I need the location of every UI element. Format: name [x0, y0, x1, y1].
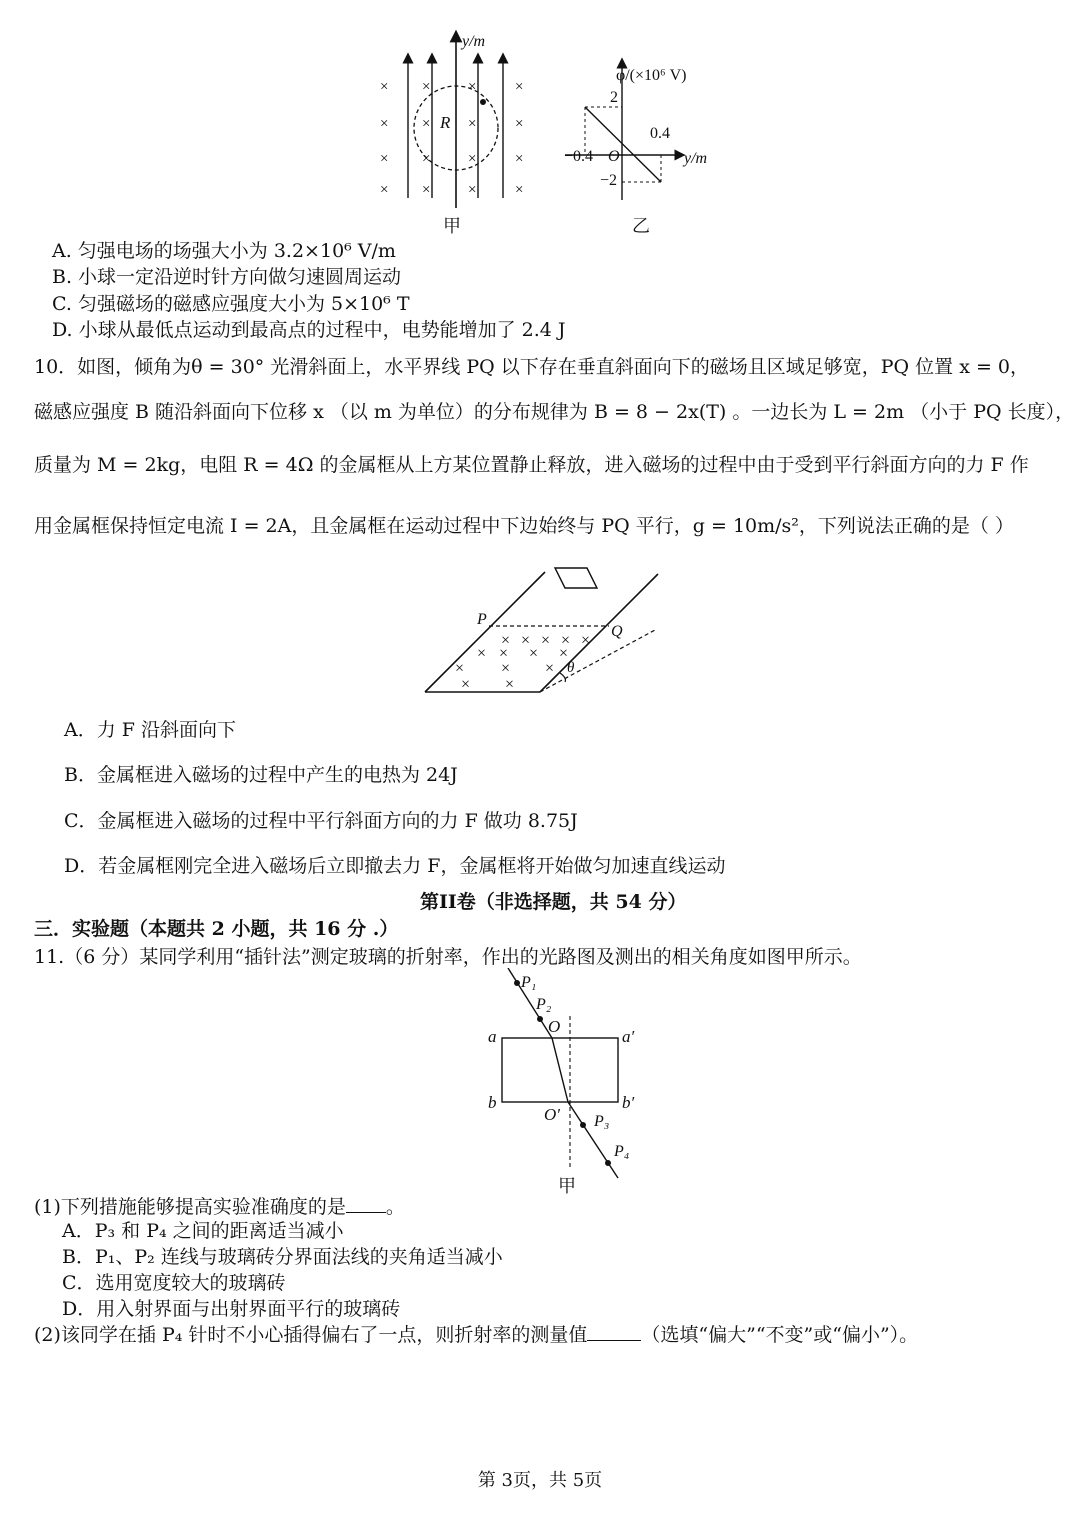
label-b-prime: b′ — [622, 1093, 635, 1112]
svg-text:×: × — [455, 660, 465, 677]
q11-sub1-option-b: B．P₁、P₂ 连线与玻璃砖分界面法线的夹角适当减小 — [62, 1246, 503, 1268]
svg-text:×: × — [559, 645, 569, 662]
svg-text:×: × — [529, 645, 539, 662]
svg-text:×: × — [501, 632, 511, 649]
svg-text:×: × — [501, 660, 511, 677]
svg-text:×: × — [380, 79, 389, 95]
part2-title: 第II卷（非选择题，共 54 分） — [420, 891, 687, 913]
svg-text:×: × — [515, 116, 524, 132]
label-b: b — [488, 1093, 497, 1112]
x-axis-label: y/m — [684, 150, 708, 167]
label-Q: Q — [611, 623, 623, 640]
svg-text:×: × — [468, 182, 477, 198]
label-a-prime: a′ — [622, 1027, 635, 1046]
figure-caption: 甲 — [443, 216, 461, 236]
svg-text:×: × — [468, 116, 477, 132]
q10-option-c: C．金属框进入磁场的过程中平行斜面方向的力 F 做功 8.75J — [64, 810, 578, 832]
svg-text:×: × — [515, 79, 524, 95]
svg-text:×: × — [581, 632, 591, 649]
figure-refraction — [480, 968, 650, 1198]
svg-text:×: × — [515, 182, 524, 198]
q9-option-b: B. 小球一定沿逆时针方向做匀速圆周运动 — [52, 266, 402, 288]
svg-text:×: × — [515, 151, 524, 167]
q11-sub1-option-c: C．选用宽度较大的玻璃砖 — [62, 1272, 286, 1294]
y-axis-label: φ/(×10⁶ V) — [616, 67, 687, 84]
q10-option-b: B．金属框进入磁场的过程中产生的电热为 24J — [64, 764, 458, 786]
label-P: P — [477, 611, 487, 628]
q11-sub1-end: 。 — [385, 1196, 405, 1218]
page-footer: 第 3页，共 5页 — [477, 1470, 603, 1491]
q10-stem-line2: 磁感应强度 B 随沿斜面向下位移 x （以 m 为单位）的分布规律为 B = 8 − 2x(T) 。一边长为 L = 2m （小于 PQ 长度）， — [34, 401, 1075, 423]
section3-title: 三．实验题（本题共 2 小题，共 16 分 .） — [34, 918, 399, 940]
q11-sub1-text: (1)下列措施能够提高实验准确度的是 — [34, 1196, 346, 1218]
label-theta: θ — [567, 660, 575, 676]
svg-text:×: × — [468, 79, 477, 95]
svg-text:×: × — [541, 632, 551, 649]
svg-text:×: × — [422, 151, 431, 167]
pin-P4 — [605, 1160, 611, 1166]
pin-P2 — [537, 1016, 543, 1022]
magnetic-crosses — [380, 79, 523, 198]
svg-text:×: × — [545, 660, 555, 677]
q11-sub1 — [34, 1195, 405, 1219]
figure-yi-potential — [560, 55, 740, 240]
tick-neg-0.4: −0.4 — [564, 148, 594, 165]
q10-stem-line1: 10．如图，倾角为θ = 30° 光滑斜面上，水平界线 PQ 以下存在垂直斜面向下的磁场且区域足够宽，PQ 位置 x = 0， — [34, 356, 1030, 378]
answer-blank-2[interactable] — [587, 1324, 641, 1341]
svg-text:×: × — [477, 645, 487, 662]
svg-text:×: × — [505, 676, 515, 693]
q11-sub2-end: （选填“偏大”“不变”或“偏小”）。 — [641, 1324, 919, 1346]
figure-caption: 乙 — [632, 216, 650, 236]
q11-stem: 11.（6 分）某同学利用“插针法”测定玻璃的折射率，作出的光路图及测出的相关角度如图甲所示。 — [34, 946, 862, 968]
ball — [480, 99, 486, 105]
figure-incline — [415, 560, 675, 705]
figure-caption: 甲 — [558, 1176, 576, 1196]
answer-blank-1[interactable] — [346, 1196, 386, 1213]
tick-0.4: 0.4 — [650, 125, 670, 142]
pin-P3 — [580, 1122, 586, 1128]
q11-sub2 — [34, 1323, 918, 1347]
origin-label: O — [608, 148, 620, 165]
y-axis-label: y/m — [462, 33, 486, 50]
svg-text:×: × — [499, 645, 509, 662]
svg-text:×: × — [461, 676, 471, 693]
potential-line — [585, 107, 661, 182]
svg-text:×: × — [380, 182, 389, 198]
q10-stem-line3: 质量为 M = 2kg，电阻 R = 4Ω 的金属框从上方某位置静止释放，进入磁场的过程中由于受到平行斜面方向的力 F 作 — [34, 454, 1029, 476]
pin-P1 — [514, 980, 520, 986]
svg-text:×: × — [422, 116, 431, 132]
q11-sub1-option-a: A．P₃ 和 P₄ 之间的距离适当减小 — [62, 1220, 344, 1242]
tick-2: 2 — [610, 89, 618, 106]
q10-stem-line4: 用金属框保持恒定电流 I = 2A，且金属框在运动过程中下边始终与 PQ 平行，g = 10m/s²，下列说法正确的是（ ） — [34, 515, 1014, 537]
svg-text:×: × — [422, 182, 431, 198]
q9-option-c: C. 匀强磁场的磁感应强度大小为 5×10⁶ T — [52, 293, 410, 315]
q10-option-d: D．若金属框刚完全进入磁场后立即撤去力 F，金属框将开始做匀加速直线运动 — [64, 855, 726, 877]
label-O-prime: O′ — [544, 1105, 560, 1124]
q11-sub1-option-d: D．用入射界面与出射界面平行的玻璃砖 — [62, 1298, 401, 1320]
label-a: a — [488, 1027, 497, 1046]
figure-jia-field — [360, 28, 550, 238]
label-P1: P₁ — [521, 974, 537, 991]
label-O: O — [548, 1017, 561, 1036]
svg-text:×: × — [521, 632, 531, 649]
svg-text:×: × — [561, 632, 571, 649]
svg-text:×: × — [422, 79, 431, 95]
svg-text:×: × — [468, 151, 477, 167]
svg-text:×: × — [380, 151, 389, 167]
q11-sub2-text: (2)该同学在插 P₄ 针时不小心插得偏右了一点，则折射率的测量值 — [34, 1324, 588, 1346]
radius-label: R — [440, 113, 451, 132]
metal-frame — [555, 568, 597, 588]
svg-text:×: × — [380, 116, 389, 132]
label-P3: P₃ — [594, 1113, 610, 1130]
q9-option-a: A. 匀强电场的场强大小为 3.2×10⁶ V/m — [52, 240, 396, 262]
q9-option-d: D. 小球从最低点运动到最高点的过程中，电势能增加了 2.4 J — [52, 319, 566, 341]
label-P2: P₂ — [536, 996, 552, 1013]
tick-neg-2: −2 — [600, 172, 618, 189]
label-P4: P₄ — [614, 1143, 630, 1160]
q10-option-a: A．力 F 沿斜面向下 — [64, 719, 236, 741]
